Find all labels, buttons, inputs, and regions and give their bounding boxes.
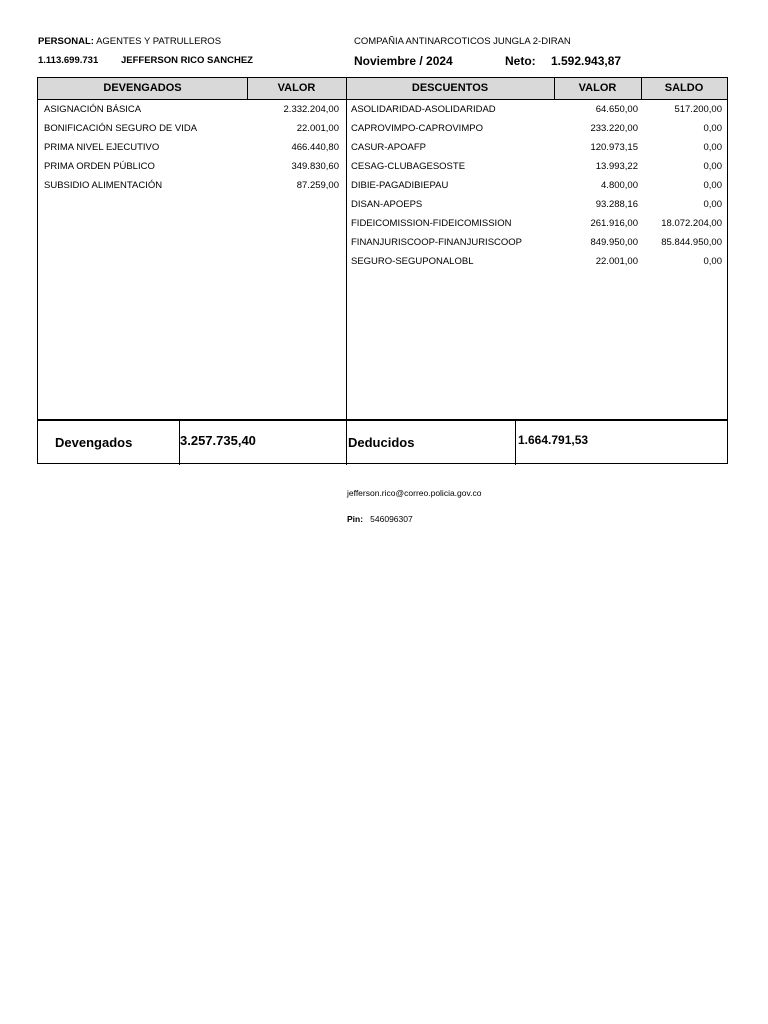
divider <box>515 420 516 465</box>
table-row <box>38 119 346 138</box>
table-row <box>346 100 727 119</box>
descuento-concepto: ASOLIDARIDAD-ASOLIDARIDAD <box>351 104 496 115</box>
descuento-saldo: 0,00 <box>703 256 722 267</box>
descuento-saldo: 517.200,00 <box>674 104 722 115</box>
payslip-table <box>37 77 728 464</box>
total-devengados-label: Devengados <box>55 435 133 450</box>
personal-value: AGENTES Y PATRULLEROS <box>96 36 222 47</box>
table-row <box>346 252 727 271</box>
devengado-valor: 466.440,80 <box>291 142 339 153</box>
col-valor-descuentos: VALOR <box>554 78 641 100</box>
descuento-saldo: 0,00 <box>703 180 722 191</box>
descuento-concepto: FINANJURISCOOP-FINANJURISCOOP <box>351 237 523 248</box>
descuento-concepto: SEGURO-SEGUPONALOBL <box>351 256 474 267</box>
table-row <box>38 138 346 157</box>
period: Noviembre / 2024 <box>354 54 453 68</box>
pin-label: Pin: <box>347 514 364 524</box>
table-row <box>346 195 727 214</box>
devengado-concepto: ASIGNACIÓN BÁSICA <box>44 104 142 115</box>
email: jefferson.rico@correo.policia.gov.co <box>347 488 482 498</box>
descuento-concepto: CESAG-CLUBAGESOSTE <box>351 161 466 172</box>
devengado-concepto: PRIMA NIVEL EJECUTIVO <box>44 142 160 153</box>
total-deducidos-label: Deducidos <box>348 435 415 450</box>
divider <box>554 78 555 100</box>
devengado-valor: 22.001,00 <box>296 123 339 134</box>
devengado-concepto: BONIFICACIÓN SEGURO DE VIDA <box>44 123 198 134</box>
devengado-valor: 2.332.204,00 <box>283 104 339 115</box>
table-row <box>38 100 346 119</box>
devengado-valor: 349.830,60 <box>291 161 339 172</box>
descuento-saldo: 0,00 <box>703 142 722 153</box>
devengado-concepto: SUBSIDIO ALIMENTACIÓN <box>44 180 163 191</box>
descuento-valor: 120.973,15 <box>590 142 638 153</box>
pin-line <box>347 514 413 524</box>
pin-value: 546096307 <box>370 514 413 524</box>
descuento-concepto: FIDEICOMISSION-FIDEICOMISSION <box>351 218 512 229</box>
descuento-valor: 93.288,16 <box>595 199 638 210</box>
totals-separator <box>38 419 727 421</box>
col-descuentos: DESCUENTOS <box>346 78 554 100</box>
descuento-saldo: 0,00 <box>703 199 722 210</box>
descuento-concepto: CASUR-APOAFP <box>351 142 426 153</box>
table-row <box>346 176 727 195</box>
col-devengados: DEVENGADOS <box>38 78 247 100</box>
descuento-saldo: 0,00 <box>703 161 722 172</box>
table-row <box>346 157 727 176</box>
descuento-valor: 4.800,00 <box>601 180 638 191</box>
personal-label: PERSONAL: <box>38 36 94 47</box>
col-valor: VALOR <box>247 78 346 100</box>
table-row <box>346 138 727 157</box>
descuento-concepto: CAPROVIMPO-CAPROVIMPO <box>351 123 483 134</box>
col-saldo: SALDO <box>641 78 727 100</box>
employee-name: JEFFERSON RICO SANCHEZ <box>121 55 253 66</box>
table-row <box>346 233 727 252</box>
table-row <box>38 157 346 176</box>
table-row <box>346 214 727 233</box>
devengado-concepto: PRIMA ORDEN PÚBLICO <box>44 161 155 172</box>
descuento-valor: 13.993,22 <box>595 161 638 172</box>
descuento-saldo: 18.072.204,00 <box>661 218 722 229</box>
descuento-concepto: DISAN-APOEPS <box>351 199 423 210</box>
descuento-saldo: 0,00 <box>703 123 722 134</box>
personal-line <box>38 36 221 47</box>
descuento-valor: 233.220,00 <box>590 123 638 134</box>
divider <box>247 78 248 100</box>
total-devengados-value: 3.257.735,40 <box>180 433 256 448</box>
descuento-saldo: 85.844.950,00 <box>661 237 722 248</box>
devengado-valor: 87.259,00 <box>296 180 339 191</box>
company-name: COMPAÑIA ANTINARCOTICOS JUNGLA 2-DIRAN <box>354 36 571 47</box>
descuento-valor: 22.001,00 <box>595 256 638 267</box>
table-row <box>346 119 727 138</box>
descuento-valor: 64.650,00 <box>595 104 638 115</box>
descuento-valor: 261.916,00 <box>590 218 638 229</box>
divider <box>641 78 642 100</box>
neto-value: 1.592.943,87 <box>551 54 622 68</box>
table-row <box>38 176 346 195</box>
id-number: 1.113.699.731 <box>38 55 99 66</box>
total-deducidos-value: 1.664.791,53 <box>518 433 589 447</box>
descuento-valor: 849.950,00 <box>590 237 638 248</box>
neto-label: Neto: <box>505 54 536 68</box>
descuento-concepto: DIBIE-PAGADIBIEPAU <box>351 180 449 191</box>
